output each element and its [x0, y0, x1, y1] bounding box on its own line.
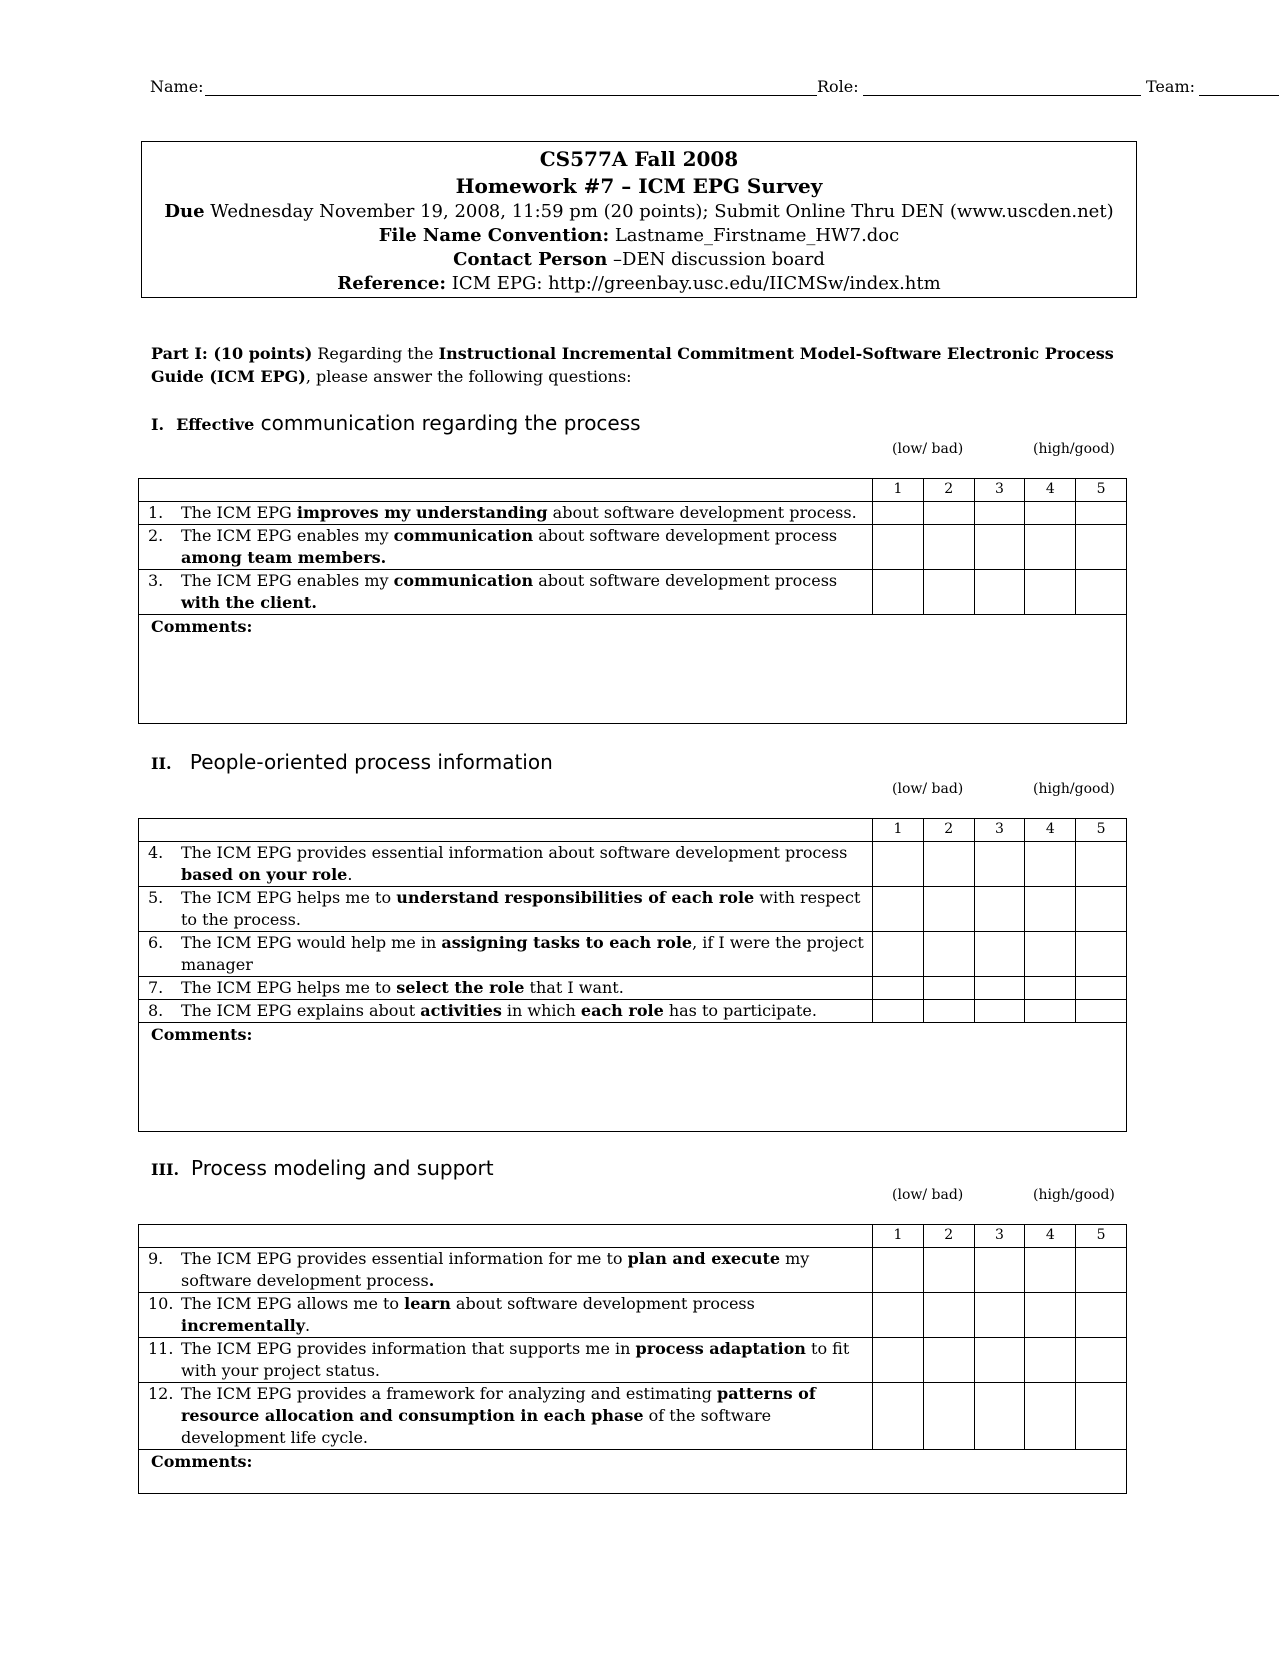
comments-box[interactable]: Comments:	[139, 1450, 1127, 1494]
rating-cell-3[interactable]	[974, 1383, 1025, 1450]
rating-cell-4[interactable]	[1025, 502, 1076, 525]
scale-high-label: (high/good)	[1033, 1187, 1115, 1203]
comments-box[interactable]: Comments:	[139, 1023, 1127, 1132]
rating-cell-3[interactable]	[974, 932, 1025, 977]
rating-cell-4[interactable]	[1025, 1000, 1076, 1023]
question-text	[181, 887, 872, 931]
rating-cell-5[interactable]	[1076, 1293, 1127, 1338]
scale-low-label: (low/ bad)	[892, 1187, 964, 1203]
question-fragment: in which	[501, 1001, 581, 1020]
file-text: Lastname_Firstname_HW7.doc	[609, 225, 900, 246]
question-number: 8.	[148, 1001, 164, 1020]
scale-low-label: (low/ bad)	[892, 781, 964, 797]
rating-cell-1[interactable]	[873, 525, 924, 570]
section-title	[151, 1155, 494, 1183]
question-emphasis: communication	[393, 571, 534, 590]
question-number: 9.	[148, 1249, 164, 1268]
question-fragment: The ICM EPG provides essential information for me to	[181, 1249, 628, 1268]
question-row	[139, 887, 1127, 932]
due-line	[142, 200, 1136, 224]
name-label: Name:	[150, 77, 204, 96]
question-emphasis: learn	[404, 1294, 451, 1313]
rating-cell-2[interactable]	[923, 570, 974, 615]
rating-header-3: 3	[974, 819, 1025, 842]
rating-cell-5[interactable]	[1076, 502, 1127, 525]
question-text	[181, 977, 872, 999]
rating-table	[138, 1224, 1127, 1494]
question-fragment: The ICM EPG explains about	[181, 1001, 421, 1020]
rating-cell-4[interactable]	[1025, 887, 1076, 932]
rating-cell-1[interactable]	[873, 1383, 924, 1450]
question-emphasis: plan and execute	[627, 1249, 781, 1268]
section-title-text: communication regarding the process	[254, 411, 641, 435]
question-row	[139, 502, 1127, 525]
question-cell	[139, 570, 873, 615]
section-numeral: II.	[151, 754, 172, 773]
question-cell	[139, 932, 873, 977]
question-number: 10.	[148, 1294, 174, 1313]
scale-low-label: (low/ bad)	[892, 441, 964, 457]
rating-cell-1[interactable]	[873, 977, 924, 1000]
question-fragment: about software development process.	[547, 503, 857, 522]
rating-cell-2[interactable]	[923, 977, 974, 1000]
rating-cell-4[interactable]	[1025, 570, 1076, 615]
rating-cell-4[interactable]	[1025, 1338, 1076, 1383]
question-emphasis: understand responsibilities of each role	[396, 888, 755, 907]
rating-header-4: 4	[1025, 1225, 1076, 1248]
question-row	[139, 1383, 1127, 1450]
rating-header-1: 1	[873, 479, 924, 502]
contact-line	[142, 248, 1136, 272]
question-cell	[139, 502, 873, 525]
part-intro	[151, 342, 1136, 388]
question-row	[139, 1248, 1127, 1293]
role-label: Role:	[817, 77, 859, 96]
rating-cell-2[interactable]	[923, 525, 974, 570]
question-emphasis: process adaptation	[635, 1339, 806, 1358]
rating-cell-3[interactable]	[974, 1248, 1025, 1293]
rating-cell-2[interactable]	[923, 1293, 974, 1338]
question-fragment: about software development process	[533, 526, 838, 545]
question-number: 4.	[148, 843, 164, 862]
rating-header-4: 4	[1025, 819, 1076, 842]
comments-box[interactable]: Comments:	[139, 615, 1127, 724]
question-row	[139, 570, 1127, 615]
rating-cell-1[interactable]	[873, 887, 924, 932]
rating-cell-3[interactable]	[974, 842, 1025, 887]
question-emphasis: with the client.	[181, 593, 317, 612]
question-number: 3.	[148, 571, 164, 590]
rating-cell-3[interactable]	[974, 525, 1025, 570]
rating-cell-3[interactable]	[974, 502, 1025, 525]
rating-cell-3[interactable]	[974, 1293, 1025, 1338]
rating-cell-4[interactable]	[1025, 842, 1076, 887]
question-emphasis: based on your role	[181, 865, 348, 884]
section-title	[151, 749, 553, 777]
team-field[interactable]	[1199, 95, 1279, 96]
question-text	[181, 525, 872, 569]
rating-cell-3[interactable]	[974, 887, 1025, 932]
question-emphasis: incrementally	[181, 1316, 306, 1335]
rating-cell-2[interactable]	[923, 1338, 974, 1383]
question-fragment: my software development process	[181, 1249, 810, 1290]
question-fragment: The ICM EPG	[181, 503, 297, 522]
question-text	[181, 1383, 872, 1449]
question-fragment: The ICM EPG allows me to	[181, 1294, 405, 1313]
question-fragment: The ICM EPG would help me in	[181, 933, 442, 952]
question-text	[181, 1000, 872, 1022]
rating-cell-1[interactable]	[873, 1338, 924, 1383]
question-number: 6.	[148, 933, 164, 952]
question-emphasis: improves my understanding	[296, 503, 548, 522]
question-emphasis: communication	[393, 526, 534, 545]
rating-header-2: 2	[923, 819, 974, 842]
rating-header-5: 5	[1076, 819, 1127, 842]
section-title	[151, 410, 641, 438]
rating-cell-4[interactable]	[1025, 932, 1076, 977]
question-row	[139, 525, 1127, 570]
question-fragment: about software development process	[450, 1294, 755, 1313]
question-cell	[139, 1383, 873, 1450]
reference-line	[142, 272, 1136, 296]
rating-cell-1[interactable]	[873, 1248, 924, 1293]
rating-cell-4[interactable]	[1025, 1248, 1076, 1293]
rating-header-1: 1	[873, 819, 924, 842]
scale-high-label: (high/good)	[1033, 441, 1115, 457]
header-blank-cell	[139, 1225, 873, 1248]
rating-header-1: 1	[873, 1225, 924, 1248]
file-line	[142, 224, 1136, 248]
rating-cell-2[interactable]	[923, 932, 974, 977]
rating-cell-5[interactable]	[1076, 842, 1127, 887]
rating-cell-5[interactable]	[1076, 887, 1127, 932]
question-text	[181, 502, 872, 524]
question-emphasis: patterns of resource allocation and consumption in each phase	[181, 1384, 816, 1425]
reference-text: ICM EPG: http://greenbay.usc.edu/IICMSw/index.htm	[445, 273, 941, 294]
question-cell	[139, 525, 873, 570]
course-title: CS577A Fall 2008	[539, 147, 739, 171]
question-fragment: The ICM EPG provides information that supports me in	[181, 1339, 636, 1358]
question-row	[139, 1293, 1127, 1338]
question-text	[181, 1338, 872, 1382]
question-cell	[139, 1293, 873, 1338]
question-cell	[139, 1000, 873, 1023]
rating-cell-5[interactable]	[1076, 525, 1127, 570]
rating-cell-2[interactable]	[923, 1383, 974, 1450]
question-fragment: The ICM EPG helps me to	[181, 888, 397, 907]
rating-cell-2[interactable]	[923, 842, 974, 887]
question-emphasis: select the role	[396, 978, 525, 997]
contact-label: Contact Person	[453, 249, 608, 270]
section-numeral: I.	[151, 415, 165, 434]
question-cell	[139, 1248, 873, 1293]
rating-cell-4[interactable]	[1025, 1383, 1076, 1450]
question-cell	[139, 887, 873, 932]
epg-name: Instructional Incremental Commitment Model-Software Electronic Process Guide (ICM EPG)	[151, 344, 1114, 386]
question-fragment: has to participate.	[663, 1001, 817, 1020]
homework-title: Homework #7 – ICM EPG Survey	[455, 174, 823, 198]
question-fragment: with respect to the process.	[181, 888, 861, 929]
question-text	[181, 932, 872, 976]
question-cell	[139, 977, 873, 1000]
question-emphasis: activities	[420, 1001, 502, 1020]
question-fragment: The ICM EPG helps me to	[181, 978, 397, 997]
due-label: Due	[164, 201, 205, 222]
question-row	[139, 1338, 1127, 1383]
rating-header-3: 3	[974, 479, 1025, 502]
rating-header-4: 4	[1025, 479, 1076, 502]
question-emphasis: each role	[580, 1001, 664, 1020]
question-row	[139, 932, 1127, 977]
question-text	[181, 1248, 872, 1292]
section-numeral: III.	[151, 1160, 180, 1179]
part-label: Part I: (10 points)	[151, 344, 313, 363]
question-fragment: .	[305, 1316, 311, 1335]
due-text: Wednesday November 19, 2008, 11:59 pm (20 points); Submit Online Thru DEN (www.uscden.net)	[204, 201, 1114, 222]
title-box	[141, 141, 1137, 298]
rating-cell-5[interactable]	[1076, 1248, 1127, 1293]
rating-header-3: 3	[974, 1225, 1025, 1248]
rating-cell-5[interactable]	[1076, 1338, 1127, 1383]
rating-table	[138, 818, 1127, 1132]
question-fragment: The ICM EPG provides a framework for analyzing and estimating	[181, 1384, 717, 1403]
question-fragment: The ICM EPG enables my	[181, 526, 394, 545]
rating-cell-1[interactable]	[873, 1000, 924, 1023]
name-field[interactable]	[205, 95, 817, 96]
reference-label: Reference:	[337, 273, 446, 294]
rating-cell-2[interactable]	[923, 1248, 974, 1293]
section-title-text: Process modeling and support	[191, 1156, 494, 1180]
file-label: File Name Convention:	[378, 225, 610, 246]
rating-cell-1[interactable]	[873, 932, 924, 977]
question-emphasis: among team members.	[181, 548, 387, 567]
question-fragment: The ICM EPG enables my	[181, 571, 394, 590]
question-cell	[139, 842, 873, 887]
question-text	[181, 1293, 872, 1337]
rating-cell-4[interactable]	[1025, 977, 1076, 1000]
rating-header-5: 5	[1076, 1225, 1127, 1248]
rating-cell-5[interactable]	[1076, 932, 1127, 977]
team-label: Team:	[1146, 77, 1195, 96]
question-row	[139, 1000, 1127, 1023]
rating-cell-1[interactable]	[873, 570, 924, 615]
question-number: 7.	[148, 978, 164, 997]
rating-cell-3[interactable]	[974, 1338, 1025, 1383]
role-field[interactable]	[863, 95, 1141, 96]
question-fragment: .	[347, 865, 353, 884]
section-title-text: People-oriented process information	[183, 750, 553, 774]
part-text-end: , please answer the following questions:	[305, 367, 632, 386]
question-fragment: to fit with your project status.	[181, 1339, 850, 1380]
rating-cell-5[interactable]	[1076, 1383, 1127, 1450]
rating-cell-5[interactable]	[1076, 570, 1127, 615]
rating-cell-2[interactable]	[923, 502, 974, 525]
question-row	[139, 842, 1127, 887]
question-cell	[139, 1338, 873, 1383]
rating-cell-1[interactable]	[873, 502, 924, 525]
header-blank-cell	[139, 479, 873, 502]
question-fragment: of the software development life cycle.	[181, 1406, 772, 1447]
rating-cell-1[interactable]	[873, 842, 924, 887]
rating-cell-1[interactable]	[873, 1293, 924, 1338]
question-fragment: that I want.	[524, 978, 624, 997]
question-number: 12.	[148, 1384, 174, 1403]
rating-header-2: 2	[923, 479, 974, 502]
rating-cell-2[interactable]	[923, 1000, 974, 1023]
question-text	[181, 842, 872, 886]
question-emphasis: .	[428, 1271, 435, 1290]
rating-cell-3[interactable]	[974, 1000, 1025, 1023]
rating-header-2: 2	[923, 1225, 974, 1248]
contact-text: –DEN discussion board	[607, 249, 825, 270]
question-number: 11.	[148, 1339, 174, 1358]
rating-header-5: 5	[1076, 479, 1127, 502]
rating-cell-3[interactable]	[974, 570, 1025, 615]
rating-cell-3[interactable]	[974, 977, 1025, 1000]
rating-cell-5[interactable]	[1076, 977, 1127, 1000]
header-blank-cell	[139, 819, 873, 842]
question-number: 5.	[148, 888, 164, 907]
section-bold-word: Effective	[176, 415, 255, 434]
question-row	[139, 977, 1127, 1000]
rating-table	[138, 478, 1127, 724]
question-fragment: The ICM EPG provides essential information about software development process	[181, 843, 848, 862]
header-fields	[150, 76, 1195, 100]
question-number: 1.	[148, 503, 164, 522]
question-number: 2.	[148, 526, 164, 545]
scale-high-label: (high/good)	[1033, 781, 1115, 797]
question-fragment: about software development process	[533, 571, 838, 590]
part-text: Regarding the	[312, 344, 439, 363]
question-text	[181, 570, 872, 614]
rating-cell-4[interactable]	[1025, 525, 1076, 570]
question-emphasis: assigning tasks to each role	[441, 933, 693, 952]
rating-cell-5[interactable]	[1076, 1000, 1127, 1023]
question-fragment: , if I were the project manager	[181, 933, 864, 974]
rating-cell-4[interactable]	[1025, 1293, 1076, 1338]
rating-cell-2[interactable]	[923, 887, 974, 932]
